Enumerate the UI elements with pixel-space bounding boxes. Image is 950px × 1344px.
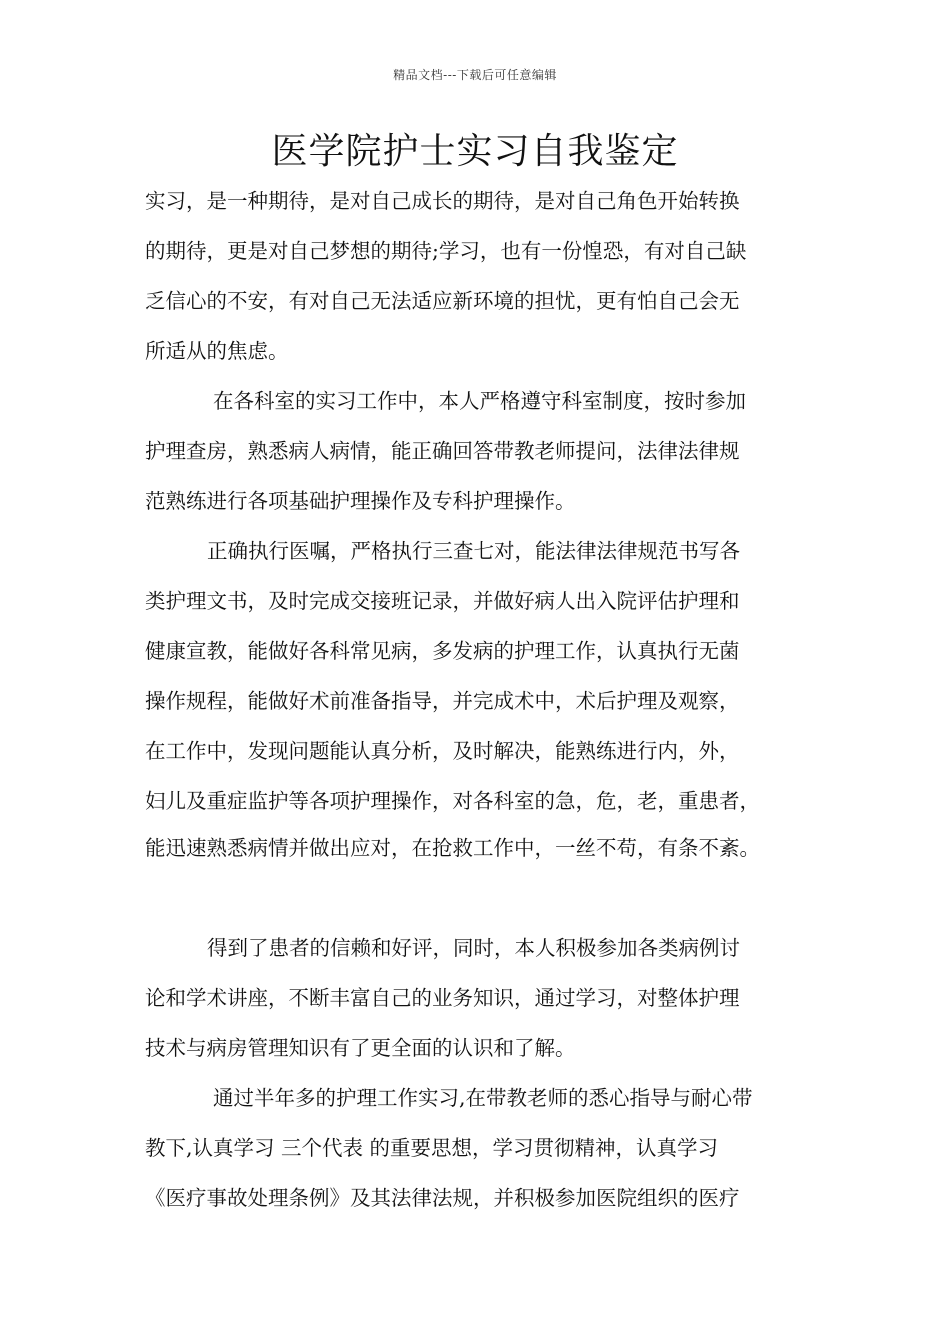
body-line: 技术与病房管理知识有了更全面的认识和了解。 — [145, 1036, 576, 1060]
body-line: 妇儿及重症监护等各项护理操作，对各科室的急，危，老，重患者， — [145, 789, 760, 813]
body-line: 健康宣教，能做好各科常见病，多发病的护理工作，认真执行无菌 — [145, 639, 740, 663]
body-line: 在各科室的实习工作中，本人严格遵守科室制度，按时参加 — [213, 389, 746, 413]
body-line: 得到了患者的信赖和好评，同时，本人积极参加各类病例讨 — [207, 936, 740, 960]
body-line: 乏信心的不安，有对自己无法适应新环境的担忧，更有怕自己会无 — [145, 289, 740, 313]
body-line: 范熟练进行各项基础护理操作及专科护理操作。 — [145, 489, 576, 513]
body-line: 通过半年多的护理工作实习,在带教老师的悉心指导与耐心带 — [213, 1086, 753, 1110]
body-line: 实习，是一种期待，是对自己成长的期待，是对自己角色开始转换 — [145, 189, 740, 213]
page-header: 精品文档---下载后可任意编辑 — [393, 68, 557, 82]
body-line: 《医疗事故处理条例》及其法律法规，并积极参加医院组织的医疗 — [145, 1186, 740, 1210]
body-line: 所适从的焦虑。 — [145, 339, 289, 363]
document-title: 医学院护士实习自我鉴定 — [271, 131, 679, 172]
body-line: 能迅速熟悉病情并做出应对，在抢救工作中，一丝不苟，有条不紊。 — [145, 836, 760, 860]
body-line: 操作规程，能做好术前准备指导，并完成术中，术后护理及观察， — [145, 689, 740, 713]
body-line: 教下,认真学习 三个代表 的重要思想，学习贯彻精神，认真学习 — [145, 1136, 719, 1160]
body-line: 的期待，更是对自己梦想的期待;学习，也有一份惶恐，有对自己缺 — [145, 239, 747, 263]
body-line: 正确执行医嘱，严格执行三查七对，能法律法律规范书写各 — [207, 539, 740, 563]
body-line: 论和学术讲座，不断丰富自己的业务知识，通过学习，对整体护理 — [145, 986, 740, 1010]
body-line: 类护理文书，及时完成交接班记录，并做好病人出入院评估护理和 — [145, 589, 740, 613]
body-line: 在工作中，发现问题能认真分析，及时解决，能熟练进行内，外， — [145, 739, 740, 763]
body-line: 护理查房，熟悉病人病情，能正确回答带教老师提问，法律法律规 — [145, 439, 740, 463]
